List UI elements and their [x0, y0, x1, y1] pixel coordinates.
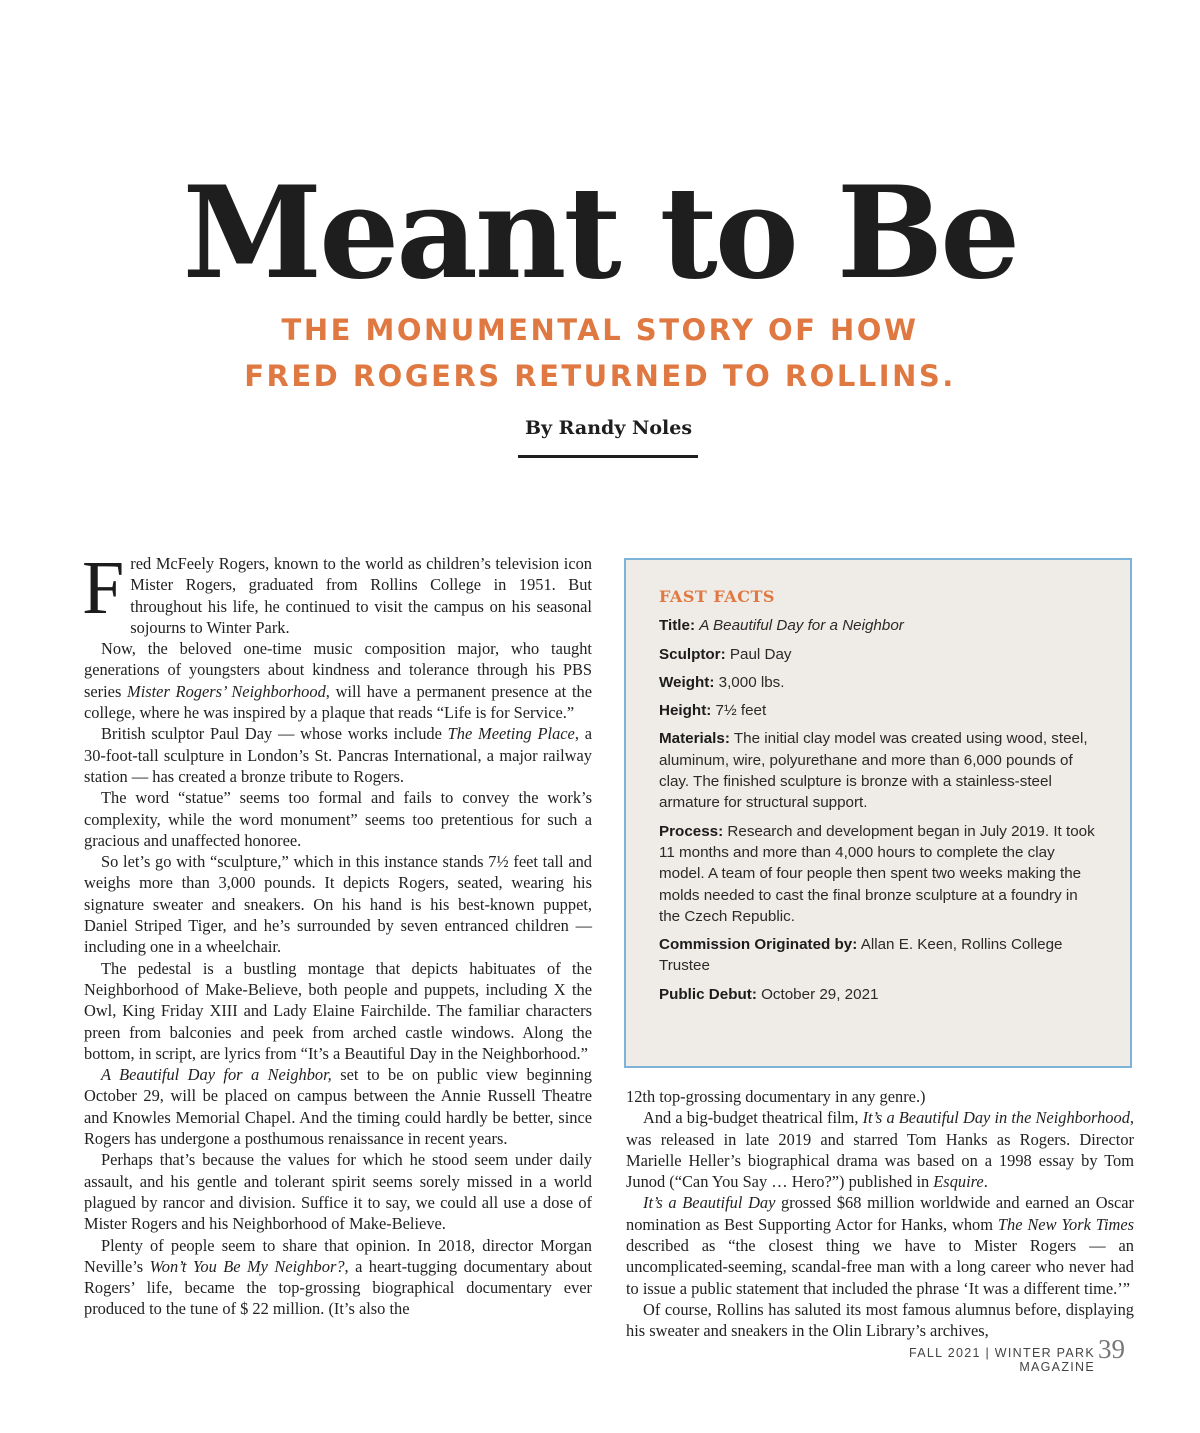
paragraph: So let’s go with “sculpture,” which in this instance stands 7½ feet tall and weighs more than 3,000 pounds. It depicts Rogers, seated, wearing his signature sweater and sneakers. On his hand is his best-known puppet, Daniel Striped Tiger, and he’s surrounded by seven entranced children — including one in a wheelchair.	[84, 852, 592, 957]
subhead-line-1: THE MONUMENTAL STORY OF HOW	[281, 313, 919, 347]
folio: FALL 2021 | WINTER PARK MAGAZINE	[909, 1346, 1095, 1374]
byline: By Randy Noles	[524, 417, 693, 439]
fact-weight: Weight: 3,000 lbs.	[659, 673, 785, 691]
paragraph: And a big-budget theatrical film, It’s a Beautiful Day in the Neighborhood, was released in late 2019 and starred Tom Hanks as Rogers. Director Marielle Heller’s biographical drama was based on a 1998 essay by Tom Junod (“Can You Say … Hero?”) published in Esquire.	[626, 1108, 1134, 1192]
article-column-left	[82, 546, 593, 1320]
headline: Meant to Be	[182, 159, 1018, 307]
article-column-right	[626, 1086, 1134, 1342]
byline-rule	[518, 455, 698, 458]
paragraph: British sculptor Paul Day — whose works include The Meeting Place, a 30-foot-tall sculpture in London’s St. Pancras International, a major railway station — has created a bronze tribute to Rogers.	[84, 724, 592, 786]
fact-height: Height: 7½ feet	[659, 702, 767, 720]
paragraph: It’s a Beautiful Day grossed $68 million worldwide and earned an Oscar nomination as Best Supporting Actor for Hanks, whom The New York Times described as “the closest thing we have to Mister Rogers — an uncomplicated-seeming, scandal-free man with a long career who never had to issue a public statement that included the phrase ‘It was a different time.’”	[626, 1193, 1134, 1298]
fact-process: Process: Research and development began in July 2019. It took 11 months and more than 4,000 hours to complete the clay model. A team of four people then spent two weeks making the molds needed to cast the final bronze sculpture at a foundry in the Czech Republic.	[659, 822, 1095, 925]
paragraph: Of course, Rollins has saluted its most famous alumnus before, displaying his sweater and sneakers in the Olin Library’s archives,	[626, 1299, 1134, 1341]
fast-facts-box	[624, 558, 1132, 1068]
fact-commission: Commission Originated by: Allan E. Keen, Rollins College Trustee	[659, 936, 1063, 975]
fact-materials: Materials: The initial clay model was created using wood, steel, aluminum, wire, polyurethane and more than 6,000 pounds of clay. The finished sculpture is bronze with a stainless-steel armature for structural support.	[659, 730, 1088, 812]
paragraph: Plenty of people seem to share that opinion. In 2018, director Morgan Neville’s Won’t You Be My Neighbor?, a heart-tugging documentary about Rogers’ life, became the top-grossing biographical documentary ever produced to the tune of $ 22 million. (It’s also the	[84, 1235, 592, 1319]
drop-cap: F	[82, 546, 125, 630]
fact-debut: Public Debut: October 29, 2021	[659, 985, 879, 1003]
fact-sculptor: Sculptor: Paul Day	[659, 645, 792, 663]
paragraph: Fred McFeely Rogers, known to the world as children’s television icon Mister Rogers, graduated from Rollins College in 1951. But throughout his life, he continued to visit the campus on his seasonal sojourns to Winter Park.	[82, 546, 592, 637]
fast-facts-heading: FAST FACTS	[659, 587, 775, 606]
paragraph: Perhaps that’s because the values for which he stood seem under daily assault, and his gentle and tolerant spirit seems sorely missed in a world plagued by rancor and division. Suffice it to say, we could all use a dose of Mister Rogers and his Neighborhood of Make-Believe.	[84, 1150, 592, 1234]
fact-title: Title: A Beautiful Day for a Neighbor	[659, 617, 904, 635]
paragraph: The pedestal is a bustling montage that depicts habituates of the Neighborhood of Make-Believe, both people and puppets, including X the Owl, King Friday XIII and Lady Elaine Fairchilde. The familiar characters preen from balconies and peek from arched castle windows. Along the bottom, in script, are lyrics from “It’s a Beautiful Day in the Neighborhood.”	[84, 958, 592, 1063]
page-number: 39	[1098, 1334, 1125, 1364]
paragraph: A Beautiful Day for a Neighbor, set to be on public view beginning October 29, will be placed on campus between the Annie Russell Theatre and Knowles Memorial Chapel. And the timing could hardly be better, since Rogers has undergone a posthumous renaissance in recent years.	[84, 1065, 593, 1149]
paragraph: Now, the beloved one-time music composition major, who taught generations of youngsters about kindness and tolerance through his PBS series Mister Rogers’ Neighborhood, will have a permanent presence at the college, where he was inspired by a plaque that reads “Life is for Service.”	[84, 639, 592, 723]
paragraph: The word “statue” seems too formal and fails to convey the work’s complexity, while the word monument” seems too pretentious for such a gracious and unaffected honoree.	[84, 788, 592, 850]
paragraph: 12th top-grossing documentary in any genre.)	[626, 1087, 926, 1106]
subhead-line-2: FRED ROGERS RETURNED TO ROLLINS.	[244, 359, 956, 393]
